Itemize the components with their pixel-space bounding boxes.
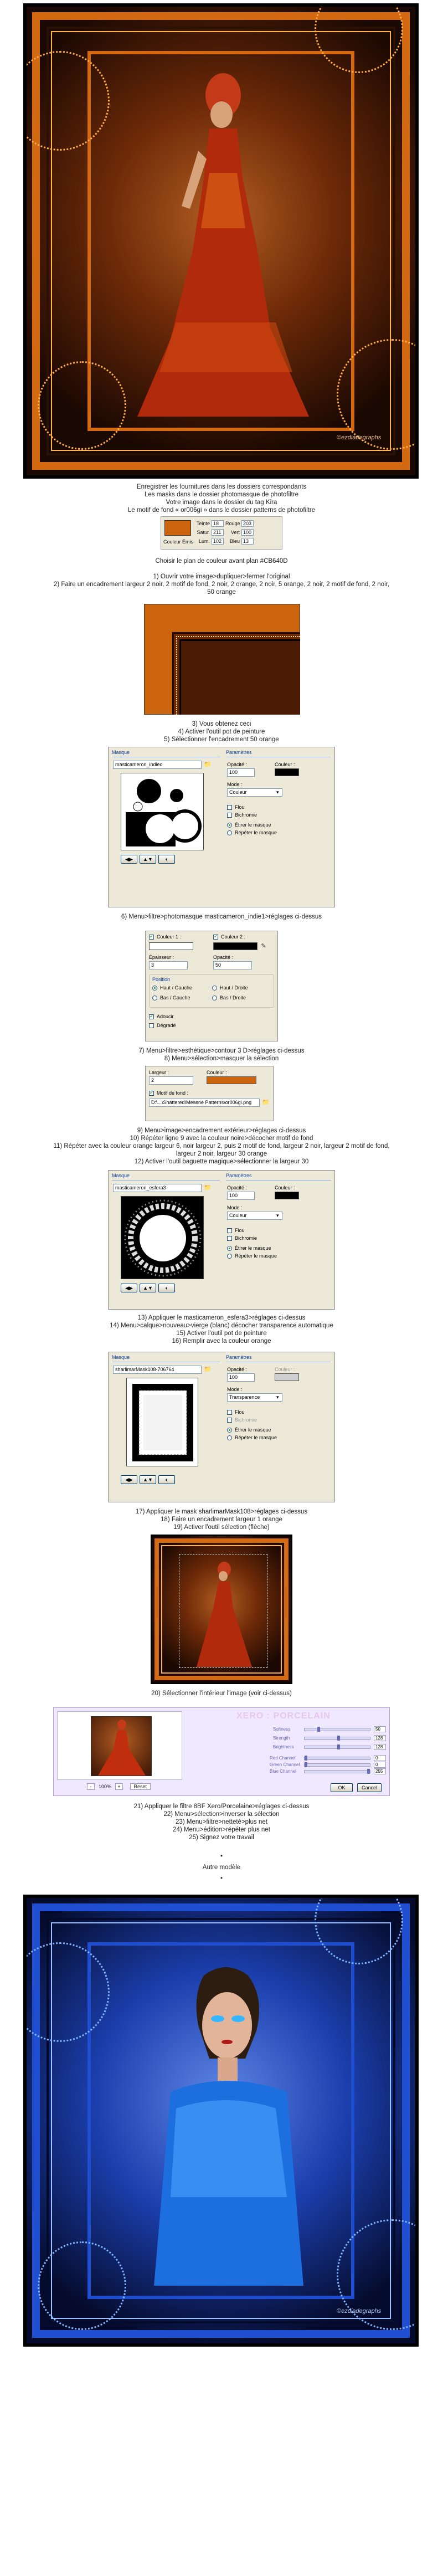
mask-invert-button[interactable]: ◐ — [158, 1284, 175, 1292]
step-line: 12) Activer l'outil baguette magique>sélectionner la largeur 30 — [134, 1158, 309, 1165]
outer-border-dialog — [145, 1066, 274, 1121]
intro-line: Votre image dans le dossier du tag Kira — [166, 499, 277, 506]
step-line: 23) Menu>filtre>netteté>plus net — [176, 1819, 267, 1825]
zoom-in-button[interactable]: + — [115, 1783, 123, 1790]
repeter-label: Répéter le masque — [235, 830, 277, 835]
opacite-label: Opacité : — [213, 955, 234, 960]
bichromie-label: Bichromie — [235, 1417, 257, 1423]
pos-haut-gauche-radio[interactable] — [152, 986, 157, 991]
steps-13-16-text — [0, 1314, 443, 1345]
pos-bas-gauche-radio[interactable] — [152, 995, 157, 1000]
flou-checkbox[interactable] — [227, 1228, 232, 1233]
motif-path-field[interactable]: D:\...\Shattered\Mesene Patterns\or006gi.png — [149, 1099, 260, 1107]
repeter-radio[interactable] — [227, 1435, 232, 1440]
woman-red-dress-figure — [91, 1717, 152, 1777]
mask-name-field[interactable]: masticameron_indieo — [113, 761, 202, 769]
step-line: 19) Activer l'outil sélection (flèche) — [173, 1524, 270, 1531]
etirer-label: Étirer le masque — [235, 822, 271, 828]
step-plan-text — [0, 557, 443, 565]
etirer-label: Étirer le masque — [235, 1427, 271, 1433]
blue-channel-slider[interactable] — [304, 1770, 370, 1773]
strength-label: Strength — [273, 1736, 290, 1741]
repeter-radio[interactable] — [227, 1254, 232, 1259]
flou-label: Flou — [235, 804, 245, 810]
degrade-checkbox[interactable] — [149, 1023, 154, 1028]
couleur1-checkbox[interactable] — [149, 935, 154, 940]
step-line: 7) Menu>filtre>esthétique>contour 3 D>réglages ci-dessus — [138, 1048, 305, 1054]
repeter-label: Répéter le masque — [235, 1435, 277, 1440]
mask-flip-button[interactable]: ▲▼ — [140, 1475, 156, 1484]
bleu-label: Bleu — [229, 538, 240, 544]
red-channel-label: Red Channel — [270, 1756, 296, 1761]
bichromie-checkbox[interactable] — [227, 813, 232, 818]
flou-checkbox[interactable] — [227, 1410, 232, 1415]
teinte-field[interactable]: 18 — [212, 520, 224, 527]
mask-invert-button[interactable]: ◐ — [158, 1475, 175, 1484]
watermark-signature: ©ezdiadegraphs — [337, 2308, 382, 2315]
color-swatch[interactable] — [164, 520, 191, 536]
header-tag-image — [23, 3, 419, 479]
step-line: 2) Faire un encadrement largeur 2 noir, 2 motif de fond, 2 noir, 2 orange, 2 noir, 5 orange, 2 noir, 2 motif de fond, 2 noir, — [53, 581, 390, 588]
step-line: 4) Activer l'outil pot de peinture — [178, 728, 265, 735]
degrade-label: Dégradé — [157, 1023, 176, 1028]
etirer-radio[interactable] — [227, 823, 232, 828]
step-line: 9) Menu>image>encadrement extérieur>réglages ci-dessus — [137, 1127, 306, 1134]
cancel-button[interactable]: Cancel — [357, 1783, 382, 1792]
masque-heading: Masque — [112, 750, 130, 755]
mask-preview-image — [126, 1378, 198, 1466]
woman-red-dress-figure — [191, 1558, 257, 1669]
step-line: 17) Appliquer le mask sharlimarMask108>réglages ci-dessus — [135, 1508, 308, 1515]
step-line: 10) Répéter ligne 9 avec la couleur noire>décocher motif de fond — [130, 1135, 313, 1142]
couleur-label: Couleur : — [275, 1185, 295, 1190]
green-channel-slider[interactable] — [304, 1763, 370, 1767]
mode-label: Mode : — [227, 1387, 243, 1392]
dropdown-arrow-icon[interactable]: ▾ — [276, 1213, 279, 1218]
softness-label: Softness — [273, 1727, 291, 1732]
flou-label: Flou — [235, 1228, 245, 1233]
etirer-radio[interactable] — [227, 1428, 232, 1433]
bichromie-checkbox[interactable] — [227, 1236, 232, 1241]
opacite-field[interactable]: 50 — [213, 961, 252, 969]
bichromie-checkbox[interactable] — [227, 1418, 232, 1423]
mask-name-field[interactable]: sharlimarMask108-706764 — [113, 1366, 202, 1374]
mask-color-swatch[interactable] — [275, 1192, 299, 1199]
mask-preview-image — [121, 773, 204, 850]
opacite-field[interactable]: 100 — [227, 768, 255, 777]
couleur2-swatch[interactable] — [213, 942, 257, 950]
folder-icon[interactable]: 📁 — [262, 1099, 270, 1106]
step-line: 24) Menu>édition>répéter plus net — [173, 1826, 270, 1833]
step-line: 8) Menu>sélection>masquer la sélection — [164, 1055, 279, 1062]
bullet-dot: • — [220, 1853, 223, 1860]
step-line: 20) Sélectionner l'intérieur l'image (voir ci-dessus) — [151, 1690, 292, 1697]
step-line: 21) Appliquer le filtre 8BF Xero/Porcelaine>réglages ci-dessus — [133, 1803, 310, 1810]
couleur1-swatch[interactable] — [149, 942, 193, 950]
couleur-label: Couleur : — [275, 762, 295, 767]
parametres-heading: Paramètres — [226, 750, 252, 755]
woman-blue-portrait-figure — [137, 1964, 315, 2286]
step-line: 18) Faire un encadrement largeur 1 orange — [161, 1516, 282, 1523]
bichromie-label: Bichromie — [235, 1235, 257, 1241]
step-line: 15) Activer l'outil pot de peinture — [176, 1330, 267, 1337]
lum-field[interactable]: 102 — [212, 538, 224, 545]
strength-slider[interactable] — [304, 1737, 370, 1740]
swirl-decoration — [38, 2241, 126, 2330]
dropdown-arrow-icon[interactable]: ▾ — [276, 1394, 279, 1400]
step-line: 22) Menu>sélection>inverser la sélection — [163, 1811, 280, 1818]
step-line: Choisir le plan de couleur avant plan #CB640D — [155, 558, 288, 565]
zoom-value: 100% — [99, 1784, 112, 1789]
flou-checkbox[interactable] — [227, 805, 232, 810]
satur-label: Satur. — [197, 530, 210, 535]
orange-frame-preview — [144, 604, 300, 715]
pos-haut-droite-label: Haut / Droite — [220, 985, 248, 991]
opacite-label: Opacité : — [227, 1185, 248, 1190]
teinte-label: Teinte — [196, 521, 210, 526]
epaisseur-label: Épaisseur : — [149, 955, 174, 960]
brightness-slider[interactable] — [304, 1746, 370, 1749]
mode-label: Mode : — [227, 1205, 243, 1210]
pos-bas-gauche-label: Bas / Gauche — [160, 995, 190, 1000]
mask-rotate-button[interactable]: ◀▶ — [121, 855, 137, 864]
red-channel-slider[interactable] — [304, 1757, 370, 1760]
step-line: largeur 2 noir, largeur 30 orange — [176, 1151, 267, 1157]
zoom-controls — [87, 1783, 187, 1792]
intro-line: Les masks dans le dossier photomasque de photofiltre — [144, 491, 299, 498]
step-line: 25) Signez votre travail — [189, 1834, 254, 1841]
vert-field[interactable]: 100 — [241, 529, 254, 536]
mode-select[interactable]: Couleur — [227, 788, 282, 797]
step-line: 11) Répéter avec la couleur orange largeur 6, noir largeur 2, puis 2 motif de fond, largeur 2 noir, largeur 2 motif de fond, — [53, 1143, 390, 1150]
blue-channel-label: Blue Channel — [270, 1769, 297, 1774]
step-6-text — [0, 913, 443, 921]
step-line: 50 orange — [207, 589, 236, 596]
dropdown-arrow-icon[interactable]: ▾ — [276, 789, 279, 795]
adoucir-label: Adoucir — [157, 1014, 174, 1019]
folder-icon[interactable]: 📁 — [204, 1366, 212, 1373]
mask-color-swatch[interactable] — [275, 768, 299, 776]
step-line: 1) Ouvrir votre image>dupliquer>fermer l'original — [153, 573, 290, 580]
step-line: 14) Menu>calque>nouveau>vierge (blanc) décocher transparence automatique — [110, 1322, 333, 1329]
eyedropper-icon[interactable]: ✎ — [261, 943, 266, 950]
blue-channel-field[interactable]: 255 — [374, 1768, 386, 1774]
intro-line: Enregistrer les fournitures dans les dossiers correspondants — [136, 484, 307, 490]
flou-label: Flou — [235, 1409, 245, 1415]
inner-frame-stripes — [172, 632, 300, 715]
xero-porcelain-dialog — [53, 1707, 390, 1796]
swirl-decoration — [38, 361, 126, 450]
mask-flip-button[interactable]: ▲▼ — [140, 855, 156, 864]
step-line: 5) Sélectionner l'encadrement 50 orange — [164, 736, 279, 743]
couleur-label: Couleur : — [207, 1070, 227, 1075]
lum-label: Lum. — [198, 538, 210, 544]
reset-button[interactable]: Reset — [130, 1783, 151, 1790]
step-line: 6) Menu>filtre>photomasque masticameron_indie1>réglages ci-dessus — [121, 914, 322, 920]
mode-label: Mode : — [227, 782, 243, 787]
softness-slider[interactable] — [304, 1728, 370, 1731]
mask-rotate-button[interactable]: ◀▶ — [121, 1284, 137, 1292]
steps-21-25-text — [0, 1803, 443, 1841]
parametres-heading: Paramètres — [226, 1173, 252, 1178]
opacite-label: Opacité : — [227, 762, 248, 767]
red-channel-field[interactable]: 0 — [374, 1755, 386, 1761]
green-channel-field[interactable]: 0 — [374, 1762, 386, 1768]
masque-heading: Masque — [112, 1354, 130, 1360]
step-line: 3) Vous obtenez ceci — [192, 721, 251, 727]
step-line: 16) Remplir avec la couleur orange — [172, 1338, 271, 1345]
border-color-swatch[interactable] — [207, 1076, 256, 1084]
steps-9-12-text — [0, 1127, 443, 1166]
position-label: Position — [152, 977, 171, 982]
steps-3-5-text — [0, 720, 443, 743]
selection-preview-image — [151, 1535, 292, 1684]
steps-7-8-text — [0, 1047, 443, 1063]
rouge-field[interactable]: 203 — [241, 520, 254, 527]
motif-label: Motif de fond : — [157, 1090, 189, 1096]
watermark-signature: ©ezdiadegraphs — [337, 434, 382, 441]
color-picker-panel — [161, 516, 282, 550]
vert-label: Vert — [230, 530, 240, 535]
opacite-label: Opacité : — [227, 1367, 248, 1372]
largeur-field[interactable]: 2 — [149, 1076, 193, 1085]
couleur1-label: Couleur 1 : — [157, 934, 182, 940]
pos-haut-droite-radio[interactable] — [212, 986, 217, 991]
pos-bas-droite-radio[interactable] — [212, 995, 217, 1000]
opacite-field[interactable]: 100 — [227, 1373, 255, 1382]
mask-invert-button[interactable]: ◐ — [158, 855, 175, 864]
opacite-field[interactable]: 100 — [227, 1192, 255, 1200]
steps-1-2-text — [0, 573, 443, 596]
autre-modele-block — [0, 1853, 443, 1882]
satur-field[interactable]: 211 — [212, 529, 224, 536]
couleur-label: Couleur : — [275, 1367, 295, 1372]
autre-modele-label: Autre modèle — [202, 1864, 241, 1871]
contour-3d-dialog — [145, 931, 278, 1041]
step-20-text — [0, 1690, 443, 1697]
etirer-label: Étirer le masque — [235, 1245, 271, 1251]
ok-button[interactable]: OK — [331, 1783, 353, 1792]
couleur2-label: Couleur 2 : — [221, 934, 246, 940]
rouge-label: Rouge — [225, 521, 240, 526]
footer-tag-image — [23, 1895, 419, 2347]
brightness-field[interactable]: 128 — [374, 1744, 386, 1750]
mode-select[interactable]: Transparence — [227, 1393, 282, 1402]
filter-title: XERO : PORCELAIN — [236, 1711, 331, 1721]
bullet-dot: • — [220, 1875, 223, 1882]
epaisseur-field[interactable]: 3 — [149, 961, 188, 969]
folder-icon[interactable]: 📁 — [204, 1184, 212, 1191]
repeter-radio[interactable] — [227, 830, 232, 835]
mask-color-swatch[interactable] — [275, 1373, 299, 1381]
bleu-field[interactable]: 13 — [241, 538, 254, 545]
adoucir-checkbox[interactable] — [149, 1014, 154, 1019]
largeur-label: Largeur : — [149, 1070, 169, 1075]
etirer-radio[interactable] — [227, 1246, 232, 1251]
mask-name-field[interactable]: masticameron_esfera3 — [113, 1184, 202, 1192]
parametres-heading: Paramètres — [226, 1354, 252, 1360]
mode-select[interactable]: Couleur — [227, 1212, 282, 1220]
repeter-label: Répéter le masque — [235, 1253, 277, 1259]
woman-red-dress-figure — [126, 62, 320, 428]
mask-flip-button[interactable]: ▲▼ — [140, 1284, 156, 1292]
masque-heading: Masque — [112, 1173, 130, 1178]
steps-17-19-text — [0, 1508, 443, 1531]
photomask-dialog-3 — [108, 1352, 335, 1502]
folder-icon[interactable]: 📁 — [204, 761, 212, 768]
filter-preview-pane — [57, 1711, 182, 1780]
photomask-dialog-2 — [108, 1170, 335, 1310]
intro-text — [0, 483, 443, 514]
pos-haut-gauche-label: Haut / Gauche — [160, 985, 193, 991]
intro-line: Le motif de fond « or006gi » dans le dossier patterns de photofiltre — [127, 507, 316, 514]
mask-rotate-button[interactable]: ◀▶ — [121, 1475, 137, 1484]
zoom-out-button[interactable]: - — [87, 1783, 95, 1790]
pos-bas-droite-label: Bas / Droite — [220, 995, 246, 1000]
photomask-dialog-1 — [108, 747, 335, 907]
bichromie-label: Bichromie — [235, 812, 257, 818]
mask-preview-image — [121, 1196, 204, 1279]
couleur-label: Couleur Émis — [163, 539, 194, 545]
step-line: 13) Appliquer le masticameron_esfera3>réglages ci-dessus — [137, 1315, 306, 1321]
softness-field[interactable]: 50 — [374, 1726, 386, 1732]
motif-checkbox[interactable] — [149, 1091, 154, 1096]
brightness-label: Brightness — [273, 1744, 294, 1749]
green-channel-label: Green Channel — [270, 1762, 300, 1767]
strength-field[interactable]: 128 — [374, 1735, 386, 1741]
couleur2-checkbox[interactable] — [213, 935, 218, 940]
